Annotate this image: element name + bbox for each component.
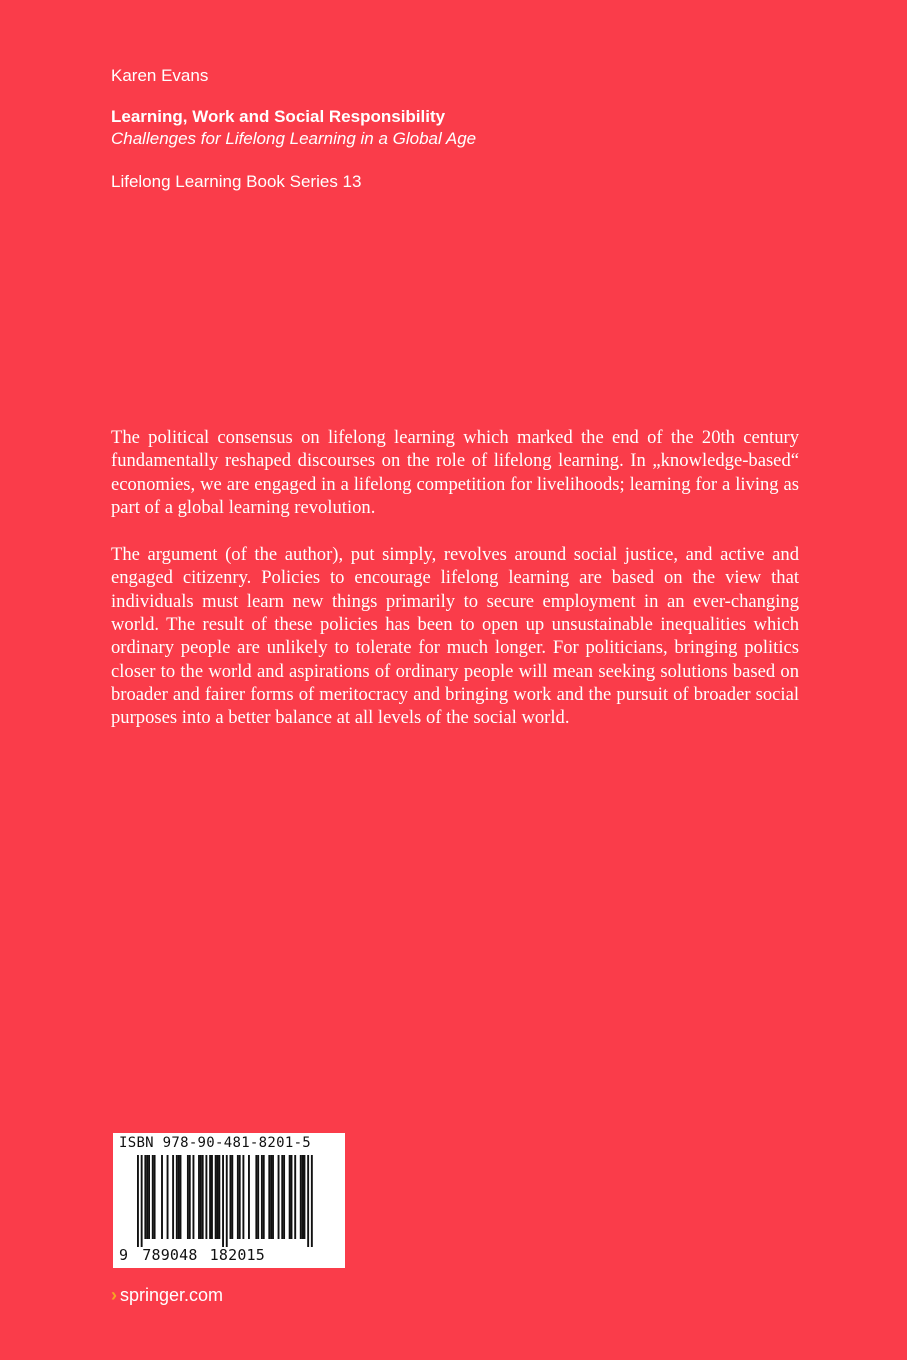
publisher-link[interactable] xyxy=(111,1284,223,1306)
barcode-bar xyxy=(172,1155,174,1239)
barcode-bar xyxy=(222,1155,224,1247)
barcode-bar xyxy=(180,1155,182,1239)
barcode-bar xyxy=(189,1155,191,1239)
barcode-bar xyxy=(146,1155,148,1239)
blurb-paragraph: The political consensus on lifelong learning which marked the end of the 20th century fundamentally reshaped discourses on the role of lifelong learning. In „knowledge-based“ economies, we are engaged in a lifelong competition for livelihoods; learning for a living as part of a global learning revolution. xyxy=(111,427,799,518)
barcode-bar xyxy=(242,1155,244,1239)
book-subtitle: Challenges for Lifelong Learning in a Global Age xyxy=(111,129,477,148)
barcode-bar xyxy=(283,1155,285,1239)
barcode-bar xyxy=(270,1155,272,1239)
barcode-bar xyxy=(311,1155,313,1247)
isbn-label: ISBN 978-90-481-8201-5 xyxy=(119,1135,312,1151)
barcode-bar xyxy=(248,1155,250,1239)
ean-left-group: 789048 xyxy=(142,1246,198,1264)
barcode-bar xyxy=(239,1155,241,1239)
barcode-bar xyxy=(294,1155,296,1239)
header-block xyxy=(111,64,811,194)
ean-first-digit: 9 xyxy=(119,1246,129,1264)
publisher-site: springer.com xyxy=(120,1285,224,1305)
barcode-bar xyxy=(289,1155,291,1239)
barcode-bar xyxy=(281,1155,283,1239)
blurb-paragraph: The argument (of the author), put simply, revolves around social justice, and active and engaged citizenry. Policies to encourage lifelong learning are based on the view that individuals must learn new things primarily to secure employment in an ever-changing world. The result of these policies has been to open up unsustainable inequalities which ordinary people are unlikely to tolerate for much longer. For politicians, bringing politics closer to the world and aspirations of ordinary people will mean seeking solutions based on broader and fairer forms of meritocracy and bringing work and the pursuit of broader social purposes into a better balance at all levels of the social world. xyxy=(111,544,799,729)
barcode-bar xyxy=(307,1155,309,1247)
author-name: Karen Evans xyxy=(111,66,209,85)
barcode-bar xyxy=(202,1155,204,1239)
barcode-bar xyxy=(152,1155,154,1239)
barcode-bar xyxy=(211,1155,213,1239)
barcode-bar xyxy=(154,1155,156,1239)
barcode-bar xyxy=(209,1155,211,1239)
blurb xyxy=(111,426,799,754)
barcode-bar xyxy=(226,1155,228,1247)
barcode-bar xyxy=(205,1155,207,1239)
barcode-bar xyxy=(198,1155,200,1239)
barcode-bar xyxy=(255,1155,257,1239)
series-name: Lifelong Learning Book Series 13 xyxy=(111,172,362,191)
barcode-bar xyxy=(148,1155,150,1239)
barcode-bar xyxy=(230,1155,232,1239)
barcode-bar xyxy=(193,1155,195,1239)
barcode-bar xyxy=(291,1155,293,1239)
barcode-bar xyxy=(278,1155,280,1239)
barcode-bar xyxy=(137,1155,139,1247)
barcode-bar xyxy=(187,1155,189,1239)
barcode-bar xyxy=(176,1155,178,1239)
barcode-bar xyxy=(257,1155,259,1239)
barcode-bar xyxy=(300,1155,302,1239)
barcode-box xyxy=(113,1133,345,1268)
barcode-bar xyxy=(141,1155,143,1247)
barcode-bar xyxy=(304,1155,306,1239)
barcode-bar xyxy=(261,1155,263,1239)
chevron-right-icon: › xyxy=(111,1285,117,1305)
book-title: Learning, Work and Social Responsibility xyxy=(111,107,446,126)
barcode-bar xyxy=(302,1155,304,1239)
barcode-bar xyxy=(144,1155,146,1239)
ean-digits xyxy=(119,1246,265,1264)
barcode-bar xyxy=(167,1155,169,1239)
barcode-bar xyxy=(178,1155,180,1239)
ean-right-group: 182015 xyxy=(209,1246,266,1264)
barcode-bar xyxy=(161,1155,163,1239)
barcode-bar xyxy=(218,1155,220,1239)
barcode-bar xyxy=(263,1155,265,1239)
barcode-bar xyxy=(231,1155,233,1239)
barcode-icon xyxy=(137,1155,327,1247)
barcode-bar xyxy=(237,1155,239,1239)
barcode-bar xyxy=(268,1155,270,1239)
barcode-bar xyxy=(272,1155,274,1239)
barcode-bar xyxy=(200,1155,202,1239)
barcode-bar xyxy=(217,1155,219,1239)
barcode-bar xyxy=(215,1155,217,1239)
